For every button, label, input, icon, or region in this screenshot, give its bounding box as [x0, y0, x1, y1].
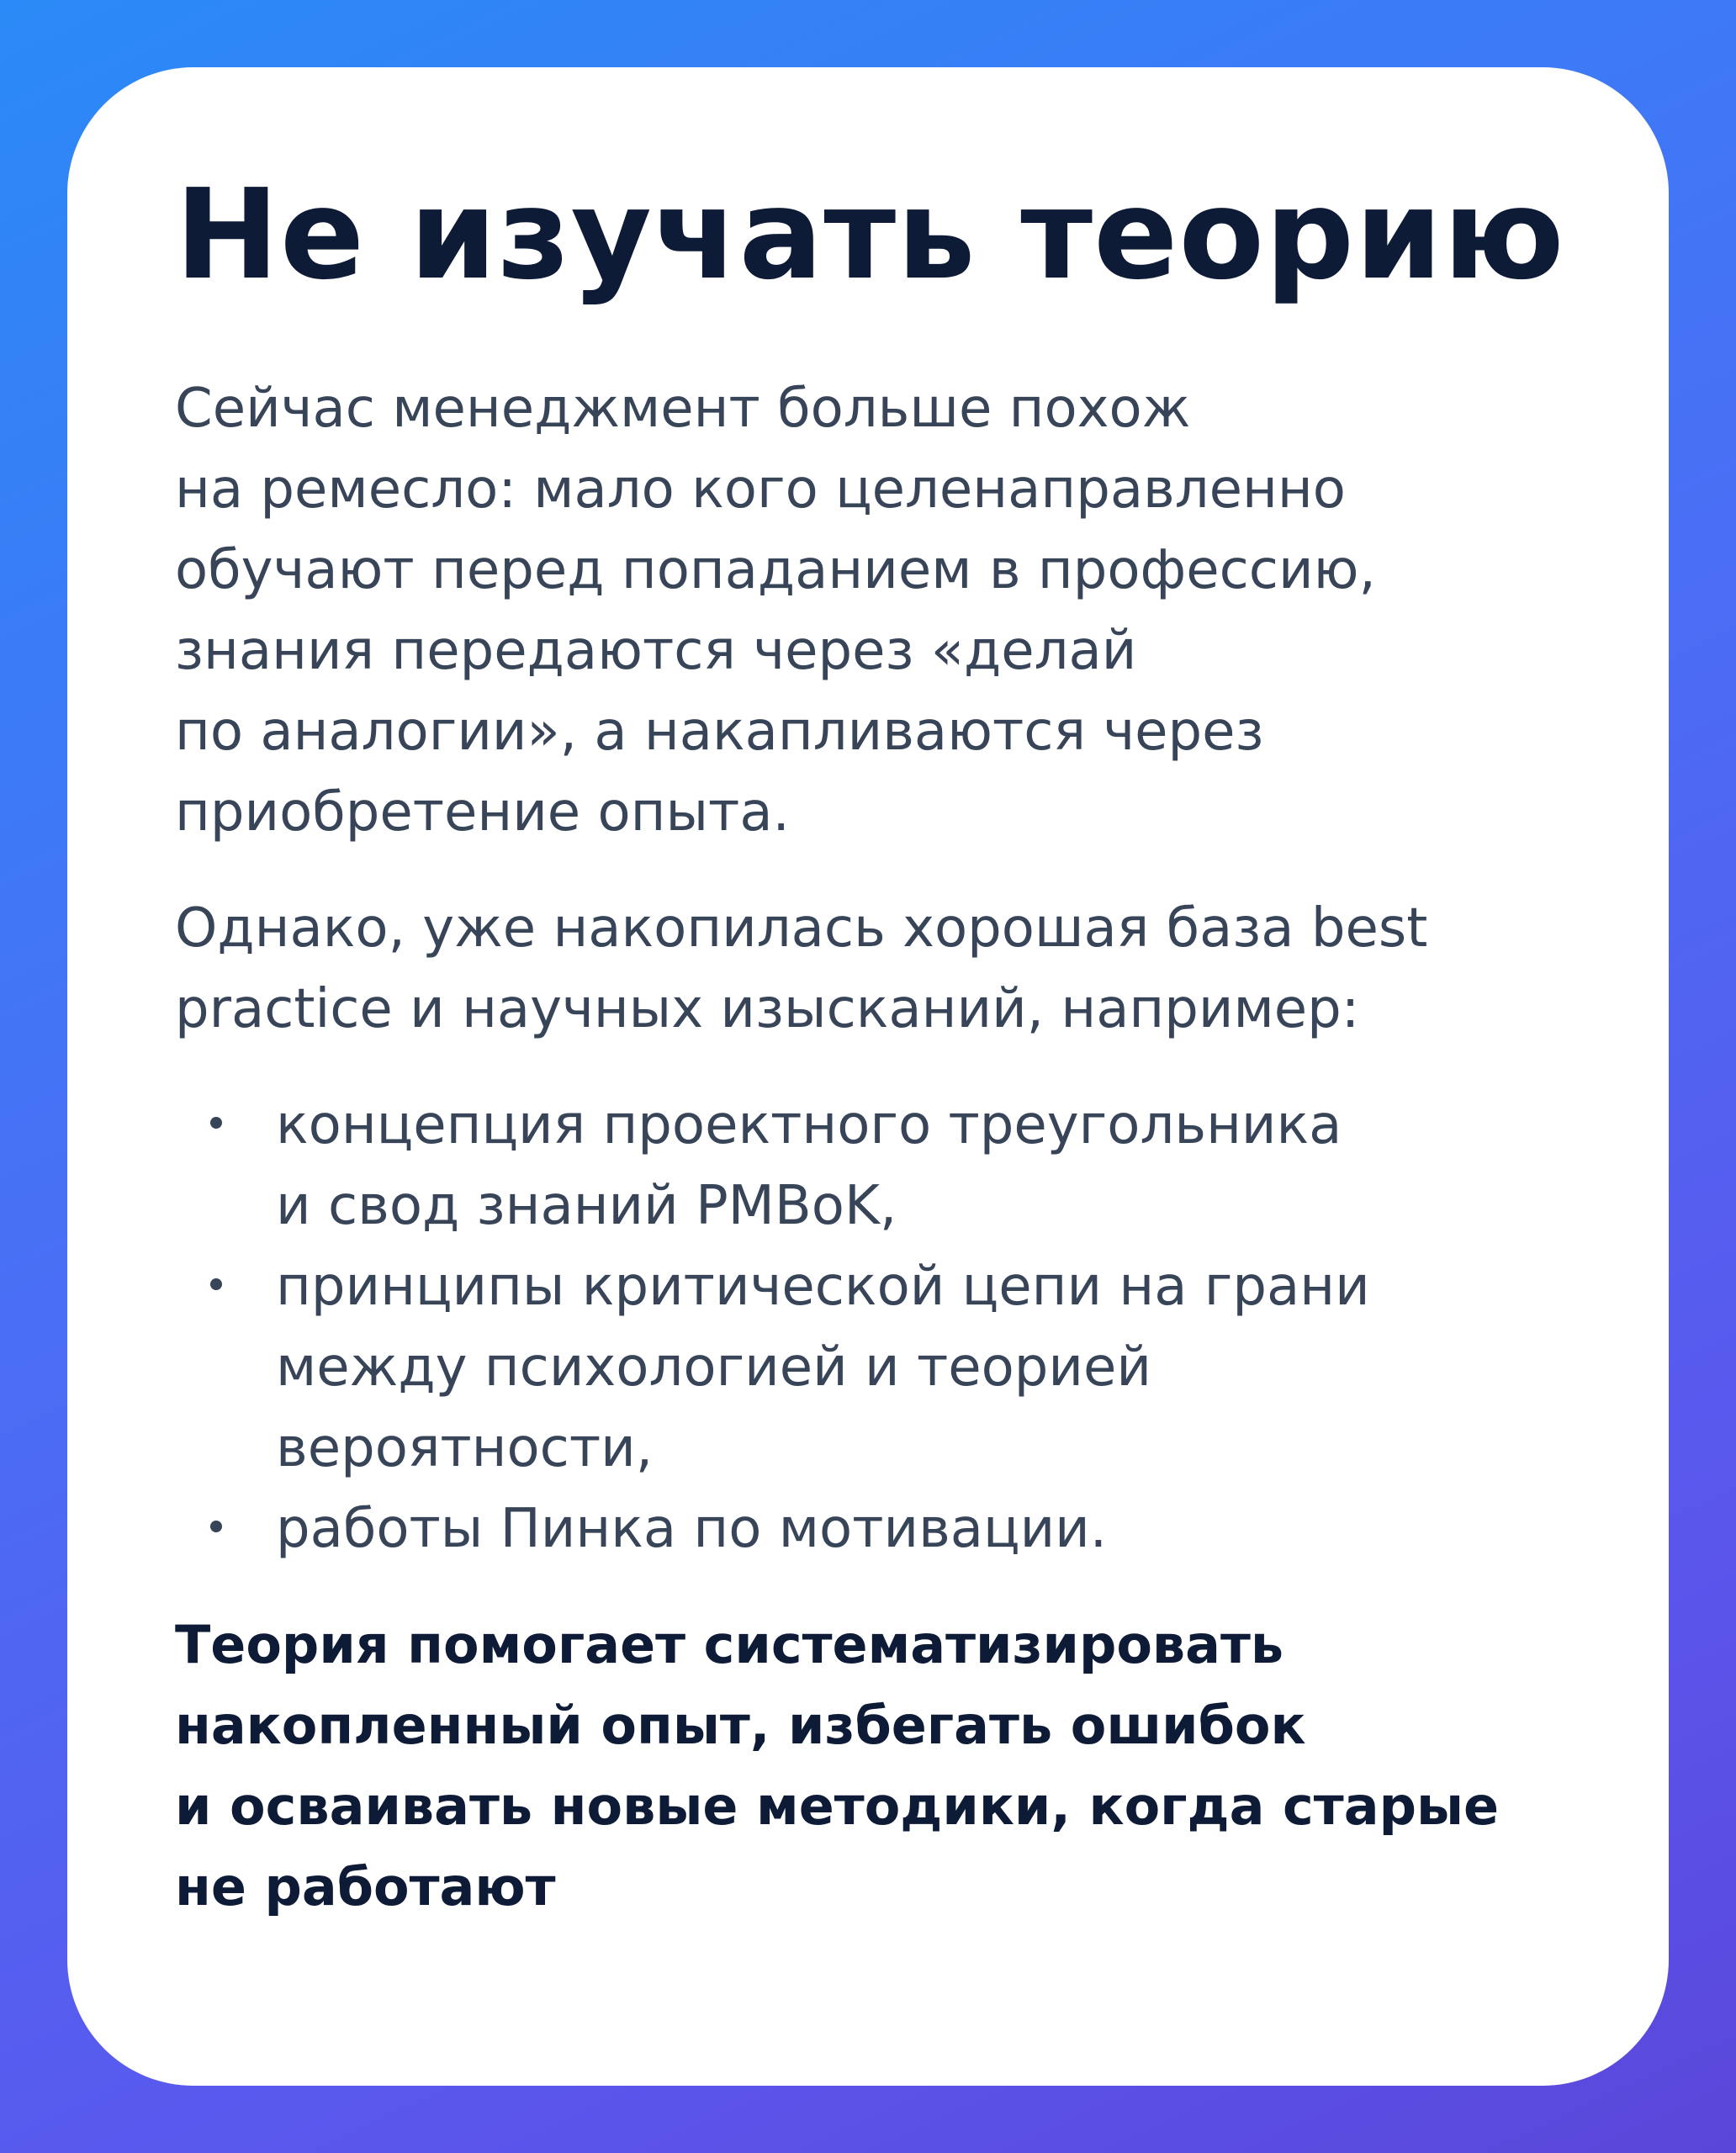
- examples-intro-line: practice и научных изысканий, например:: [175, 978, 1360, 1040]
- content-card: [67, 67, 1669, 2086]
- conclusion-line: не работают: [175, 1856, 556, 1918]
- intro-line: знания передаются через «делай: [175, 620, 1137, 682]
- page-title: Не изучать теорию: [175, 162, 1565, 307]
- intro-line: на ремесло: мало кого целенаправленно: [175, 458, 1346, 521]
- intro-line: приобретение опыта.: [175, 781, 790, 844]
- intro-line: обучают перед попаданием в профессию,: [175, 539, 1376, 601]
- list-item: [175, 1085, 1588, 1246]
- conclusion-line: и осваивать новые методики, когда старые: [175, 1775, 1500, 1837]
- bullet-dot-icon: [210, 1521, 222, 1532]
- conclusion-line: накопленный опыт, избегать ошибок: [175, 1695, 1306, 1756]
- card-body: [175, 368, 1588, 1928]
- list-item-line: концепция проектного треугольника: [276, 1094, 1342, 1156]
- list-item-line: работы Пинка по мотивации.: [276, 1498, 1108, 1560]
- list-item-line: и свод знаний PMBoK,: [276, 1175, 897, 1237]
- examples-intro-line: Однако, уже накопилась хорошая база best: [175, 897, 1428, 960]
- examples-intro-paragraph: [175, 888, 1588, 1050]
- conclusion-line: Теория помогает систематизировать: [175, 1614, 1284, 1675]
- list-item-line: между психологией и теорией: [276, 1336, 1151, 1399]
- list-item: [175, 1489, 1588, 1569]
- list-item: [175, 1246, 1588, 1489]
- bullet-dot-icon: [210, 1278, 222, 1290]
- bullet-dot-icon: [210, 1117, 222, 1129]
- intro-line: Сейчас менеджмент больше похож: [175, 378, 1191, 440]
- list-item-line: принципы критической цепи на грани: [276, 1256, 1370, 1318]
- list-item-line: вероятности,: [276, 1417, 654, 1479]
- intro-line: по аналогии», а накапливаются через: [175, 701, 1264, 763]
- intro-paragraph: [175, 368, 1588, 853]
- conclusion-paragraph: [175, 1605, 1588, 1928]
- examples-list: [175, 1085, 1588, 1569]
